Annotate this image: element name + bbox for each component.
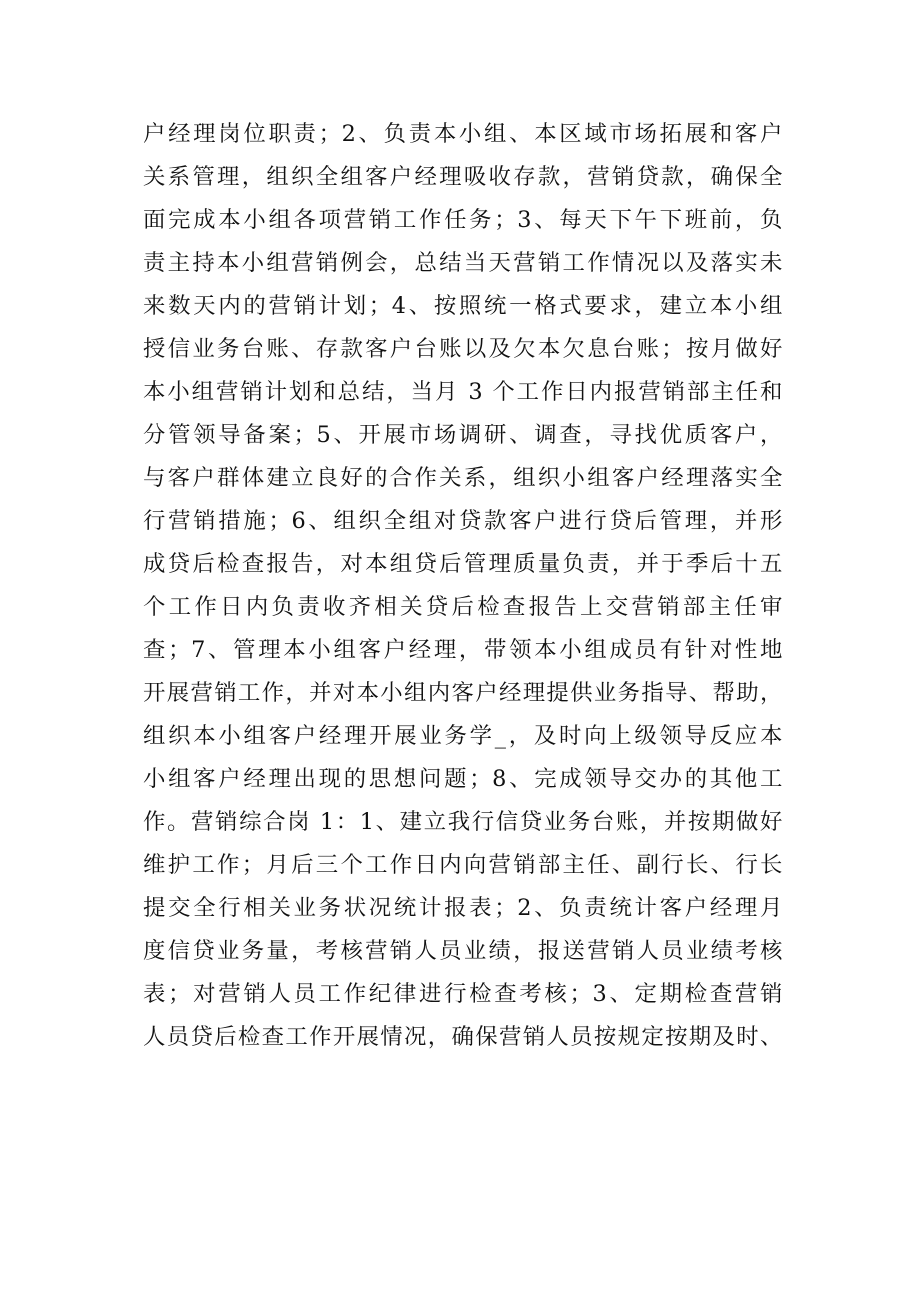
body-text <box>143 113 783 1059</box>
text-line: 查；7、管理本小组客户经理，带领本小组成员有针对性地 <box>143 637 783 663</box>
text-line: 人员贷后检查工作开展情况，确保营销人员按规定按期及时、 <box>143 1024 783 1050</box>
text-line: 分管领导备案；5、开展市场调研、调查，寻找优质客户， <box>143 422 783 448</box>
text-line: 责主持本小组营销例会，总结当天营销工作情况以及落实未 <box>143 250 783 276</box>
text-line: 关系管理，组织全组客户经理吸收存款，营销贷款，确保全 <box>143 164 783 190</box>
text-line: 小组客户经理出现的思想问题；8、完成领导交办的其他工 <box>143 766 783 792</box>
text-line: 度信贷业务量，考核营销人员业绩，报送营销人员业绩考核 <box>143 938 783 964</box>
text-line: 作。营销综合岗 1：1、建立我行信贷业务台账，并按期做好 <box>143 809 783 835</box>
text-line: 开展营销工作，并对本小组内客户经理提供业务指导、帮助， <box>143 680 783 706</box>
text-line: 行营销措施；6、组织全组对贷款客户进行贷后管理，并形 <box>143 508 783 534</box>
text-line: 个工作日内负责收齐相关贷后检查报告上交营销部主任审 <box>143 594 783 620</box>
text-line: 表；对营销人员工作纪律进行检查考核；3、定期检查营销 <box>143 981 783 1007</box>
text-line: 组织本小组客户经理开展业务学_，及时向上级领导反应本 <box>143 723 783 749</box>
text-line: 面完成本小组各项营销工作任务；3、每天下午下班前，负 <box>143 207 783 233</box>
text-line: 来数天内的营销计划；4、按照统一格式要求，建立本小组 <box>143 293 783 319</box>
text-line: 授信业务台账、存款客户台账以及欠本欠息台账；按月做好 <box>143 336 783 362</box>
text-line: 成贷后检查报告，对本组贷后管理质量负责，并于季后十五 <box>143 551 783 577</box>
text-line: 本小组营销计划和总结，当月 3 个工作日内报营销部主任和 <box>143 379 783 405</box>
text-line: 提交全行相关业务状况统计报表；2、负责统计客户经理月 <box>143 895 783 921</box>
text-line: 与客户群体建立良好的合作关系，组织小组客户经理落实全 <box>143 465 783 491</box>
text-line: 维护工作；月后三个工作日内向营销部主任、副行长、行长 <box>143 852 783 878</box>
text-line: 户经理岗位职责；2、负责本小组、本区域市场拓展和客户 <box>143 121 783 147</box>
